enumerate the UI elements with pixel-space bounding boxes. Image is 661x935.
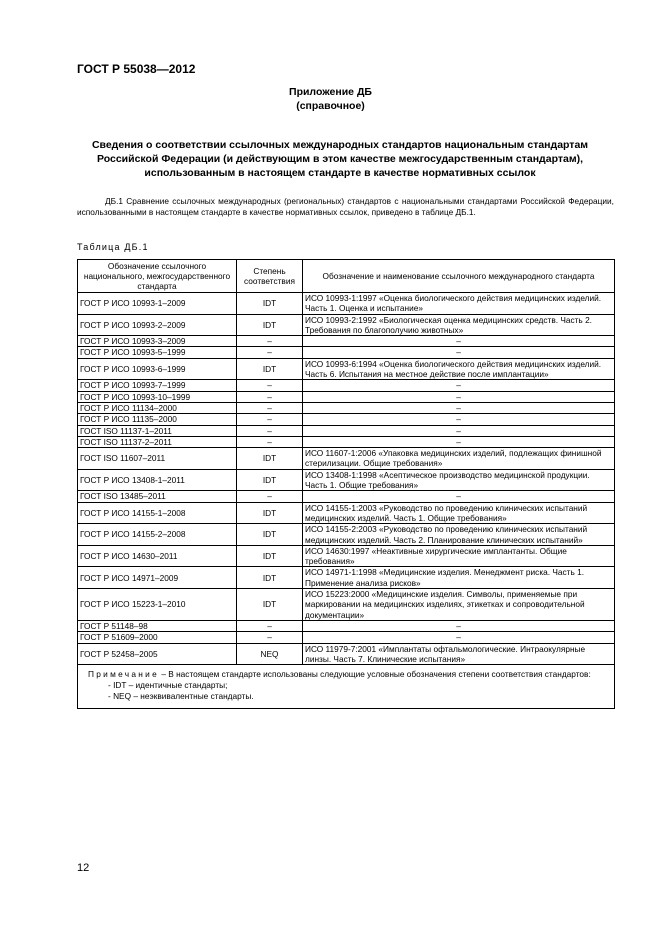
table-row — [78, 402, 615, 413]
degree-cell: – — [237, 391, 303, 402]
table-row — [78, 425, 615, 436]
section-title — [80, 138, 600, 180]
national-standard-cell: ГОСТ Р ИСО 11134–2000 — [78, 402, 237, 413]
national-standard-cell: ГОСТ Р ИСО 10993-6–1999 — [78, 358, 237, 380]
page-number: 12 — [77, 862, 90, 874]
national-standard-cell: ГОСТ Р ИСО 11135–2000 — [78, 414, 237, 425]
international-standard-cell: – — [303, 336, 615, 347]
table-row — [78, 491, 615, 502]
international-standard-cell: ИСО 11607-1:2006 «Упаковка медицинских изделий, подлежащих финишной стерилизации. Общие требования» — [303, 448, 615, 470]
international-standard-cell: – — [303, 391, 615, 402]
degree-cell: IDT — [237, 358, 303, 380]
international-standard-cell: ИСО 14155-2:2003 «Руководство по проведению клинических испытаний медицинских изделий. Часть 2. Планирование клинических испытаний» — [303, 524, 615, 546]
table-note-row — [78, 665, 615, 709]
degree-cell: IDT — [237, 524, 303, 546]
degree-cell: – — [237, 436, 303, 447]
national-standard-cell: ГОСТ ISO 13485–2011 — [78, 491, 237, 502]
intro-paragraph — [77, 196, 614, 218]
national-standard-cell: ГОСТ Р ИСО 10993-10–1999 — [78, 391, 237, 402]
table-body — [78, 293, 615, 665]
degree-cell: – — [237, 632, 303, 643]
degree-cell: IDT — [237, 469, 303, 491]
national-standard-cell: ГОСТ Р 51148–98 — [78, 620, 237, 631]
national-standard-cell: ГОСТ ISO 11137-2–2011 — [78, 436, 237, 447]
international-standard-cell: – — [303, 491, 615, 502]
international-standard-cell: – — [303, 436, 615, 447]
degree-cell: – — [237, 347, 303, 358]
national-standard-cell: ГОСТ Р 51609–2000 — [78, 632, 237, 643]
degree-cell: – — [237, 491, 303, 502]
degree-cell: NEQ — [237, 643, 303, 665]
national-standard-cell: ГОСТ Р ИСО 14971–2009 — [78, 567, 237, 589]
national-standard-cell: ГОСТ Р ИСО 14155-2–2008 — [78, 524, 237, 546]
table-row — [78, 293, 615, 315]
national-standard-cell: ГОСТ ISO 11607–2011 — [78, 448, 237, 470]
table-row — [78, 436, 615, 447]
international-standard-cell: ИСО 10993-1:1997 «Оценка биологического действия медицинских изделий. Часть 1. Оценка и испытание» — [303, 293, 615, 315]
section-title-line: Российской Федерации (и действующим в этом качестве межгосударственным стандартам), — [96, 153, 584, 165]
degree-cell: – — [237, 336, 303, 347]
column-header-national: Обозначение ссылочного национального, межгосударственного стандарта — [78, 260, 237, 293]
table-row — [78, 545, 615, 567]
national-standard-cell: ГОСТ Р ИСО 10993-3–2009 — [78, 336, 237, 347]
document-header: ГОСТ Р 55038—2012 — [77, 62, 196, 76]
column-header-international: Обозначение и наименование ссылочного международного стандарта — [303, 260, 615, 293]
international-standard-cell: – — [303, 347, 615, 358]
table-row — [78, 589, 615, 621]
note-text: – В настоящем стандарте использованы следующие условные обозначения степени соответствия стандартов: — [159, 669, 591, 680]
international-standard-cell: ИСО 13408-1:1998 «Асептическое производство медицинской продукции. Часть 1. Общие требования» — [303, 469, 615, 491]
degree-cell: IDT — [237, 545, 303, 567]
table-row — [78, 567, 615, 589]
table-row — [78, 632, 615, 643]
international-standard-cell: – — [303, 380, 615, 391]
national-standard-cell: ГОСТ Р ИСО 14630–2011 — [78, 545, 237, 567]
standards-table — [77, 259, 615, 709]
international-standard-cell: ИСО 14971-1:1998 «Медицинские изделия. Менеджмент риска. Часть 1. Применение анализа рисков» — [303, 567, 615, 589]
degree-cell: IDT — [237, 589, 303, 621]
international-standard-cell: ИСО 11979-7:2001 «Имплантаты офтальмологические. Интраокулярные линзы. Часть 7. Клинические испытания» — [303, 643, 615, 665]
national-standard-cell: ГОСТ Р ИСО 13408-1–2011 — [78, 469, 237, 491]
table-row — [78, 448, 615, 470]
table-row — [78, 414, 615, 425]
table-row — [78, 469, 615, 491]
degree-cell: IDT — [237, 502, 303, 524]
international-standard-cell: – — [303, 620, 615, 631]
table-row — [78, 391, 615, 402]
national-standard-cell: ГОСТ Р ИСО 15223-1–2010 — [78, 589, 237, 621]
section-title-line: использованным в настоящем стандарте в качестве нормативных ссылок — [144, 167, 536, 179]
table-row — [78, 314, 615, 336]
degree-cell: – — [237, 620, 303, 631]
degree-cell: – — [237, 425, 303, 436]
degree-cell: – — [237, 402, 303, 413]
table-row — [78, 358, 615, 380]
international-standard-cell: ИСО 14630:1997 «Неактивные хирургические имплантанты. Общие требования» — [303, 545, 615, 567]
note-item-neq: - NEQ – неэквивалентные стандарты. — [108, 691, 254, 702]
appendix-title: Приложение ДБ — [289, 86, 372, 98]
national-standard-cell: ГОСТ Р ИСО 10993-7–1999 — [78, 380, 237, 391]
table-note — [78, 665, 615, 709]
intro-text: ДБ.1 Сравнение ссылочных международных (региональных) стандартов с национальными стандартами Российской Федерации, использованными в настоящем стандарте в качестве нормативных ссылок, приведено в таблице ДБ.1. — [77, 196, 614, 217]
table-header-row — [78, 260, 615, 293]
international-standard-cell: – — [303, 632, 615, 643]
table-row — [78, 336, 615, 347]
table-row — [78, 524, 615, 546]
table-caption: Таблица ДБ.1 — [77, 242, 149, 252]
degree-cell: IDT — [237, 567, 303, 589]
national-standard-cell: ГОСТ ISO 11137-1–2011 — [78, 425, 237, 436]
appendix-subtitle: (справочное) — [296, 100, 365, 112]
degree-cell: IDT — [237, 448, 303, 470]
international-standard-cell: – — [303, 402, 615, 413]
degree-cell: – — [237, 380, 303, 391]
national-standard-cell: ГОСТ Р ИСО 10993-1–2009 — [78, 293, 237, 315]
note-lead: Примечание — [88, 669, 160, 680]
national-standard-cell: ГОСТ Р 52458–2005 — [78, 643, 237, 665]
national-standard-cell: ГОСТ Р ИСО 10993-2–2009 — [78, 314, 237, 336]
note-item-idt: - IDT – идентичные стандарты; — [108, 680, 228, 691]
table-row — [78, 347, 615, 358]
national-standard-cell: ГОСТ Р ИСО 10993-5–1999 — [78, 347, 237, 358]
international-standard-cell: ИСО 15223:2000 «Медицинские изделия. Символы, применяемые при маркировании на медицинских изделиях, этикетках и сопроводительной документации» — [303, 589, 615, 621]
international-standard-cell: – — [303, 414, 615, 425]
international-standard-cell: ИСО 10993-2:1992 «Биологическая оценка медицинских средств. Часть 2. Требования по благополучию животных» — [303, 314, 615, 336]
degree-cell: – — [237, 414, 303, 425]
degree-cell: IDT — [237, 314, 303, 336]
international-standard-cell: – — [303, 425, 615, 436]
table-row — [78, 643, 615, 665]
table-row — [78, 502, 615, 524]
national-standard-cell: ГОСТ Р ИСО 14155-1–2008 — [78, 502, 237, 524]
column-header-degree: Степень соответствия — [237, 260, 303, 293]
table-row — [78, 620, 615, 631]
international-standard-cell: ИСО 10993-6:1994 «Оценка биологического действия медицинских изделий. Часть 6. Испытания на местное действие после имплантации» — [303, 358, 615, 380]
table-row — [78, 380, 615, 391]
section-title-line: Сведения о соответствии ссылочных международных стандартов национальным стандартам — [91, 139, 589, 151]
international-standard-cell: ИСО 14155-1:2003 «Руководство по проведению клинических испытаний медицинских изделий. Часть 1. Общие требования» — [303, 502, 615, 524]
degree-cell: IDT — [237, 293, 303, 315]
